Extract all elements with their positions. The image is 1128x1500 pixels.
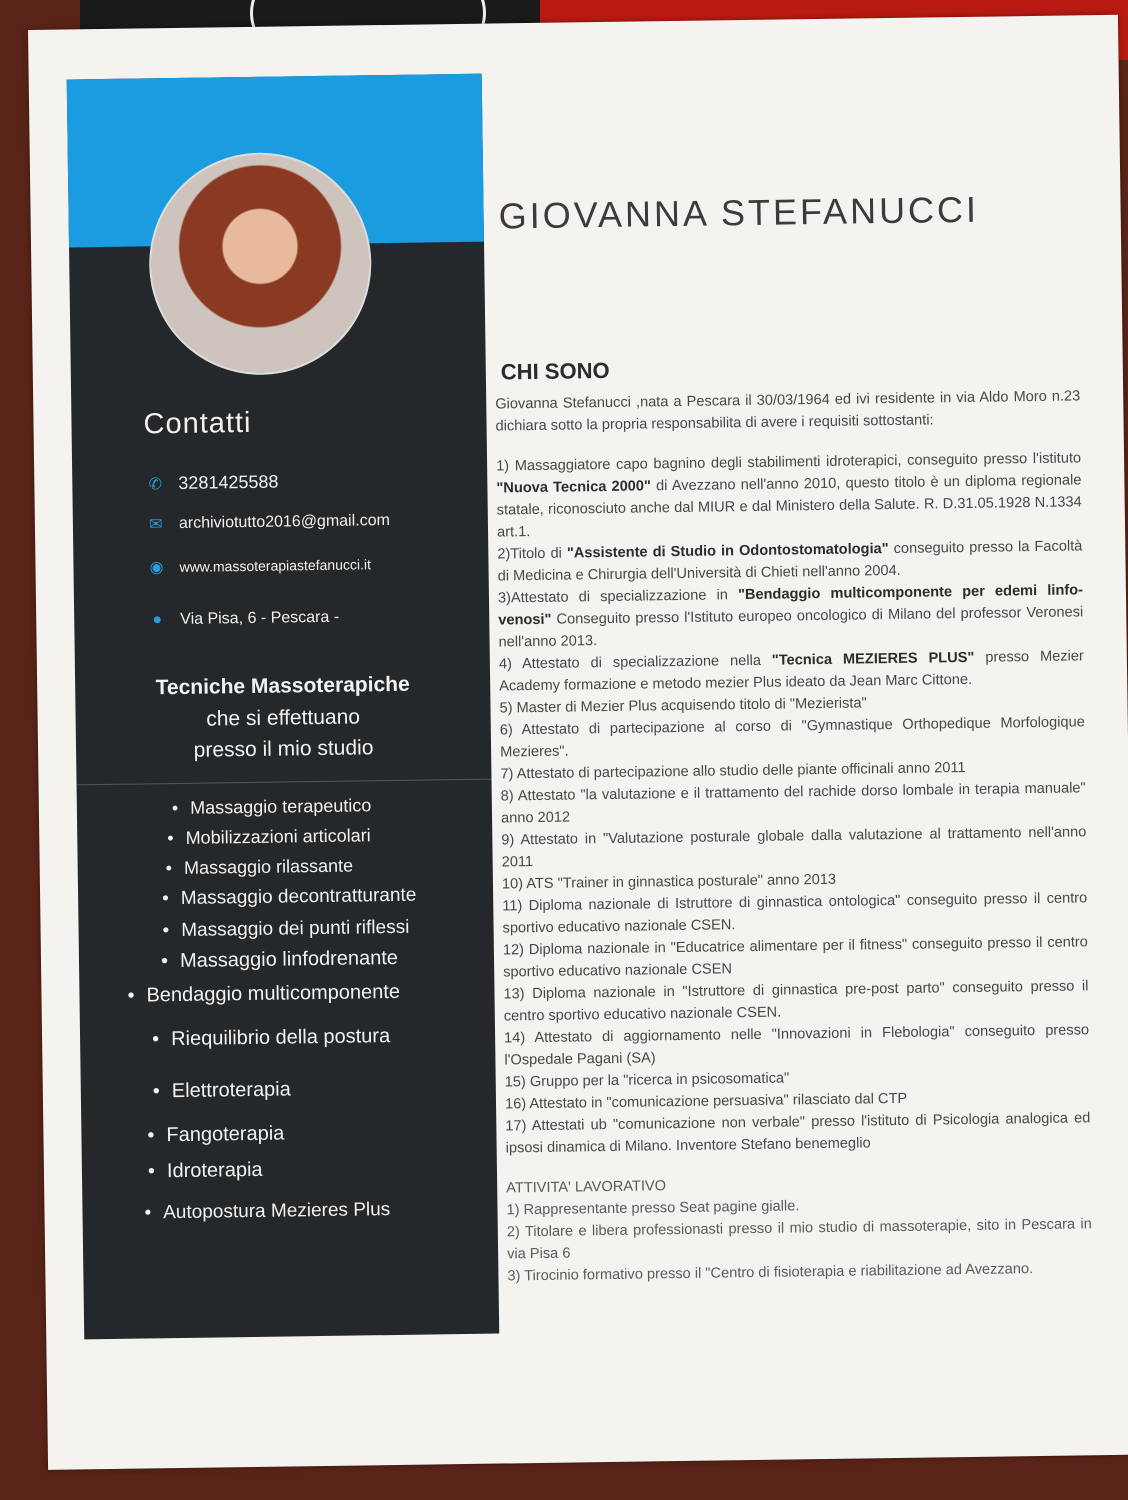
techniques-subtitle-2: presso il mio studio xyxy=(193,736,374,762)
list-item: • Massaggio rilassante xyxy=(166,856,354,880)
list-item: 7) Attestato di partecipazione allo studio delle piante officinali anno 2011 xyxy=(500,759,966,783)
list-item: • Massaggio dei punti riflessi xyxy=(162,917,409,942)
list-item: 14) Attestato di aggiornamento nelle "Innovazioni in Flebologia" conseguito presso l'Ospedale Pagani (SA) xyxy=(504,1022,1090,1069)
globe-icon: ◉ xyxy=(149,559,164,577)
location-pin-icon: ● xyxy=(152,611,163,629)
contact-website xyxy=(143,554,371,577)
about-body xyxy=(495,385,1092,1287)
list-item: 1) Massaggiatore capo bagnino degli stabilimenti idroterapici, conseguito presso l'istituto "Nuova Tecnica 2000" di Avezzano nell'anno 2010, questo titolo è un diploma regionale statale, riconosciuto anche dal MIUR e dal Ministero della Salute. R. D.31.05.1928 N.1334 art.1. xyxy=(496,450,1082,541)
list-item: • Riequilibrio della postura xyxy=(152,1025,390,1051)
list-item: 4) Attestato di specializzazione nella "Tecnica MEZIERES PLUS" presso Mezier Academy formazione e metodo mezier Plus ideato da Jean Marc Cittone. xyxy=(498,648,1084,695)
list-item: 16) Attestato in "comunicazione persuasiva" rilasciato dal CTP xyxy=(504,1090,908,1113)
envelope-icon: ✉ xyxy=(149,516,163,534)
techniques-subtitle-1: che si effettuano xyxy=(206,705,361,731)
main-content xyxy=(478,15,1128,1464)
list-item: • Mobilizzazioni articolari xyxy=(167,825,371,849)
qualifications-list xyxy=(496,447,1091,1159)
list-item: 6) Attestato di partecipazione al corso di "Gymnastique Orthopedique Morfologique Mezieres". xyxy=(499,714,1085,761)
list-item: 3) Tirocinio formativo presso il "Centro di fisioterapia e riabilitazione ad Avezzano. xyxy=(507,1261,1034,1285)
list-item: • Fangoterapia xyxy=(147,1123,284,1148)
cv-sheet xyxy=(28,15,1128,1470)
page-title: GIOVANNA STEFANUCCI xyxy=(498,188,980,237)
phone-value: 3281425588 xyxy=(178,471,279,493)
list-item: 11) Diploma nazionale di Istruttore di ginnastica ontologica" conseguito presso il centro sportivo educativo nazionale CSEN. xyxy=(502,890,1088,937)
list-item: 1) Rappresentante presso Seat pagine gialle. xyxy=(506,1198,800,1219)
list-item: • Elettroterapia xyxy=(153,1078,291,1103)
list-item: 8) Attestato "la valutazione e il trattamento del rachide dorso lombale in terapia manuale" anno 2012 xyxy=(500,780,1086,827)
list-item: 12) Diploma nazionale in "Educatrice alimentare per il fitness" conseguito presso il centro sportivo educativo nazionale CSEN xyxy=(502,934,1088,981)
list-item: 17) Attestati ub "comunicazione non verbale" presso l'istituto di Psicologia analogica ed ipsosi dinamica di Milano. Inventore Stefano benemeglio xyxy=(505,1110,1091,1157)
list-item: • Massaggio terapeutico xyxy=(172,795,372,819)
list-item: 2) Titolare e libera professionasti presso il mio studio di massoterapie, sito in Pescara in via Pisa 6 xyxy=(506,1216,1092,1263)
list-item: 10) ATS "Trainer in ginnastica posturale" anno 2013 xyxy=(501,871,837,893)
techniques-title: Tecniche Massoterapiche xyxy=(155,672,410,700)
list-item: • Autopostura Mezieres Plus xyxy=(144,1199,390,1224)
about-title: CHI SONO xyxy=(500,357,610,385)
contacts-title: Contatti xyxy=(143,406,252,441)
address-value: Via Pisa, 6 - Pescara - xyxy=(180,608,340,628)
list-item: • Massaggio decontratturante xyxy=(162,885,416,911)
work-list xyxy=(506,1191,1092,1287)
list-item: 15) Gruppo per la "ricerca in psicosomatica" xyxy=(504,1070,790,1091)
list-item: • Massaggio linfodrenante xyxy=(161,947,398,973)
list-item: 9) Attestato in "Valutazione posturale globale dalla valutazione al trattamento nell'anno 2011 xyxy=(501,824,1087,871)
list-item: 5) Master di Mezier Plus acquisendo titolo di "Mezierista" xyxy=(499,695,867,717)
list-item: 2)Titolo di "Assistente di Studio in Odontostomatologia" conseguito presso la Facoltà di Medicina e Chirurgia dell'Università di Chieti nell'anno 2004. xyxy=(497,538,1083,585)
techniques-list xyxy=(77,780,500,1346)
contact-phone xyxy=(142,472,278,495)
contact-address xyxy=(144,609,339,630)
email-value: archiviotutto2016@gmail.com xyxy=(178,511,391,532)
sidebar xyxy=(67,74,500,1340)
list-item: • Bendaggio multicomponente xyxy=(127,981,400,1008)
avatar xyxy=(148,151,373,376)
list-item: 13) Diploma nazionale in "Istruttore di ginnastica pre-post parto" conseguito presso il centro sportivo educativo nazionale CSEN. xyxy=(503,978,1089,1025)
phone-icon: ✆ xyxy=(148,475,163,493)
about-intro: Giovanna Stefanucci ,nata a Pescara il 30/03/1964 ed ivi residente in via Aldo Moro n.23 dichiara sotto la propria responsabilita di avere i requisiti sottostanti: xyxy=(495,388,1081,435)
website-value: www.massoterapiastefanucci.it xyxy=(179,556,372,575)
list-item: 3)Attestato di specializzazione in "Bendaggio multicomponente per edemi linfo-venosi" Conseguito presso l'Istituto europeo oncologico di Milano del professor Veronesi nell'anno 2013. xyxy=(497,582,1084,651)
work-title: ATTIVITA' LAVORATIVO xyxy=(506,1178,667,1197)
list-item: • Idroterapia xyxy=(148,1159,263,1184)
contact-email xyxy=(143,511,390,534)
